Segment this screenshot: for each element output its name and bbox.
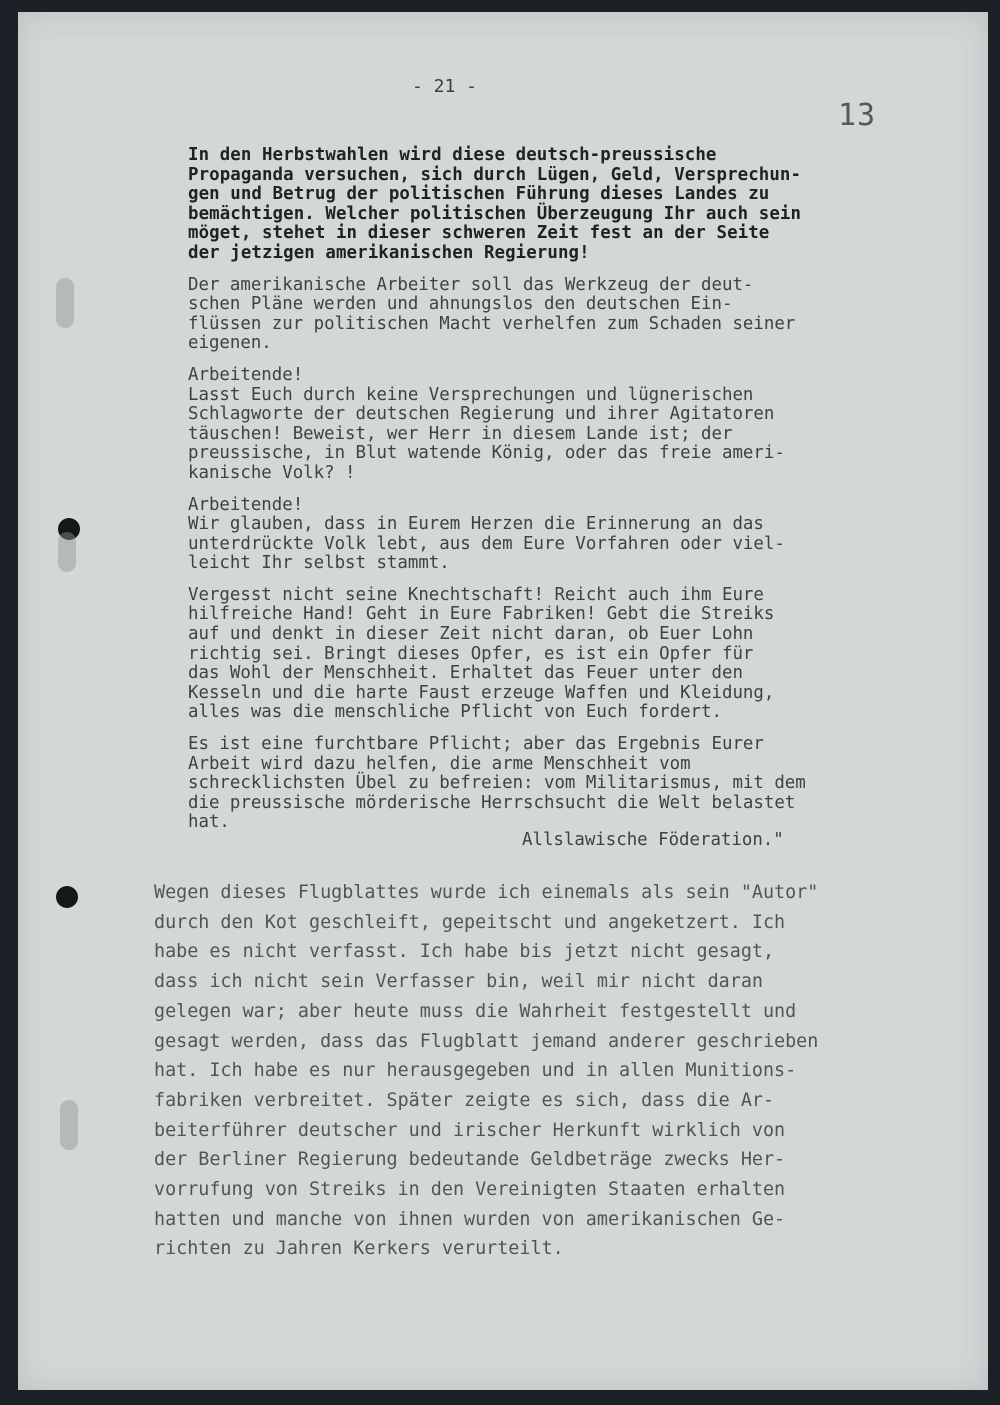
body-line: beiterführer deutscher und irischer Herkunft wirklich von <box>154 1119 786 1141</box>
quote-line: Schlagworte der deutschen Regierung und ihrer Agitatoren <box>188 404 775 425</box>
punch-hole-mark-bottom <box>60 1100 78 1150</box>
quote-line: alles was die menschliche Pflicht von Euch fordert. <box>188 702 722 723</box>
quote-line: möget, stehet in dieser schweren Zeit fest an der Seite <box>188 223 770 244</box>
body-line: gesagt werden, dass das Flugblatt jemand anderer geschrieben <box>154 1030 819 1052</box>
quote-line: Arbeit wird dazu helfen, die arme Menschheit vom <box>188 753 691 774</box>
page-number: - 21 - <box>412 76 478 97</box>
quote-line: die preussische mörderische Herrschsucht die Welt belastet <box>188 792 796 813</box>
quote-line: das Wohl der Menschheit. Erhaltet das Feuer unter den <box>188 663 743 684</box>
body-line: hatten und manche von ihnen wurden von amerikanischen Ge- <box>154 1208 786 1230</box>
leaflet-quote <box>188 146 918 845</box>
quote-line: richtig sei. Bringt dieses Opfer, es ist ein Opfer für <box>188 643 754 664</box>
body-line: dass ich nicht sein Verfasser bin, weil mir nicht daran <box>154 971 763 993</box>
quote-paragraph <box>188 366 918 484</box>
punch-hole-mark-top <box>56 278 74 328</box>
quote-line: auf und denkt in dieser Zeit nicht daran, ob Euer Lohn <box>188 624 754 645</box>
quote-line: Vergesst nicht seine Knechtschaft! Reicht auch ihm Eure <box>188 584 764 605</box>
quote-line: Wir glauben, dass in Eurem Herzen die Erinnerung an das <box>188 514 764 535</box>
quote-paragraph <box>188 276 918 354</box>
punch-hole-mark-middle <box>58 532 76 572</box>
quote-line: hat. <box>188 812 230 833</box>
quote-line: kanische Volk? ! <box>188 462 356 483</box>
quote-line: flüssen zur politischen Macht verhelfen zum Schaden seiner <box>188 313 796 334</box>
body-line: der Berliner Regierung bedeutande Geldbeträge zwecks Her- <box>154 1149 786 1171</box>
quote-line: Arbeitende! <box>188 364 304 385</box>
quote-line: preussische, in Blut watende König, oder das freie ameri- <box>188 443 785 464</box>
body-line: richten zu Jahren Kerkers verurteilt. <box>154 1238 564 1260</box>
quote-line: unterdrückte Volk lebt, aus dem Eure Vorfahren oder viel- <box>188 533 785 554</box>
quote-paragraph <box>188 586 918 723</box>
quote-line: Lasst Euch durch keine Versprechungen und lügnerischen <box>188 384 754 405</box>
body-line: hat. Ich habe es nur herausgegeben und in allen Munitions- <box>154 1060 797 1082</box>
body-line: gelegen war; aber heute muss die Wahrheit festgestellt und <box>154 1000 797 1022</box>
quote-paragraph <box>188 496 918 574</box>
quote-line: täuschen! Beweist, wer Herr in diesem Lande ist; der <box>188 423 733 444</box>
quote-line: In den Herbstwahlen wird diese deutsch-preussische <box>188 145 717 165</box>
quote-line: gen und Betrug der politischen Führung dieses Landes zu <box>188 184 770 205</box>
quote-line: bemächtigen. Welcher politischen Überzeugung Ihr auch sein <box>188 203 802 224</box>
body-line: durch den Kot geschleift, gepeitscht und angeketzert. Ich <box>154 911 786 933</box>
quote-line: der jetzigen amerikanischen Regierung! <box>188 242 590 263</box>
body-line: vorrufung von Streiks in den Vereinigten Staaten erhalten <box>154 1179 786 1201</box>
quote-line: schen Pläne werden und ahnungslos den deutschen Ein- <box>188 294 733 315</box>
quote-line: eigenen. <box>188 333 272 354</box>
body-line: habe es nicht verfasst. Ich habe bis jetzt nicht gesagt, <box>154 941 775 963</box>
leaflet-signature: Allslawische Föderation." <box>522 830 784 850</box>
quote-line: Der amerikanische Arbeiter soll das Werkzeug der deut- <box>188 274 754 295</box>
folio-number: 13 <box>838 98 877 133</box>
quote-line: Es ist eine furchtbare Pflicht; aber das Ergebnis Eurer <box>188 734 764 755</box>
quote-line: schrecklichsten Übel zu befreien: vom Militarismus, mit dem <box>188 773 806 794</box>
quote-line: hilfreiche Hand! Geht in Eure Fabriken! Gebt die Streiks <box>188 604 775 625</box>
quote-line: Arbeitende! <box>188 494 304 515</box>
quote-paragraph <box>188 735 918 833</box>
quote-line: leicht Ihr selbst stammt. <box>188 553 450 574</box>
body-paragraph <box>154 878 894 1264</box>
quote-paragraph <box>188 146 918 264</box>
quote-line: Kesseln und die harte Faust erzeuge Waffen und Kleidung, <box>188 682 775 703</box>
punch-hole-lower <box>56 886 78 908</box>
body-line: Wegen dieses Flugblattes wurde ich einemals als sein "Autor" <box>154 882 819 903</box>
quote-line: Propaganda versuchen, sich durch Lügen, Geld, Versprechun- <box>188 164 802 185</box>
body-line: fabriken verbreitet. Später zeigte es sich, dass die Ar- <box>154 1089 775 1111</box>
